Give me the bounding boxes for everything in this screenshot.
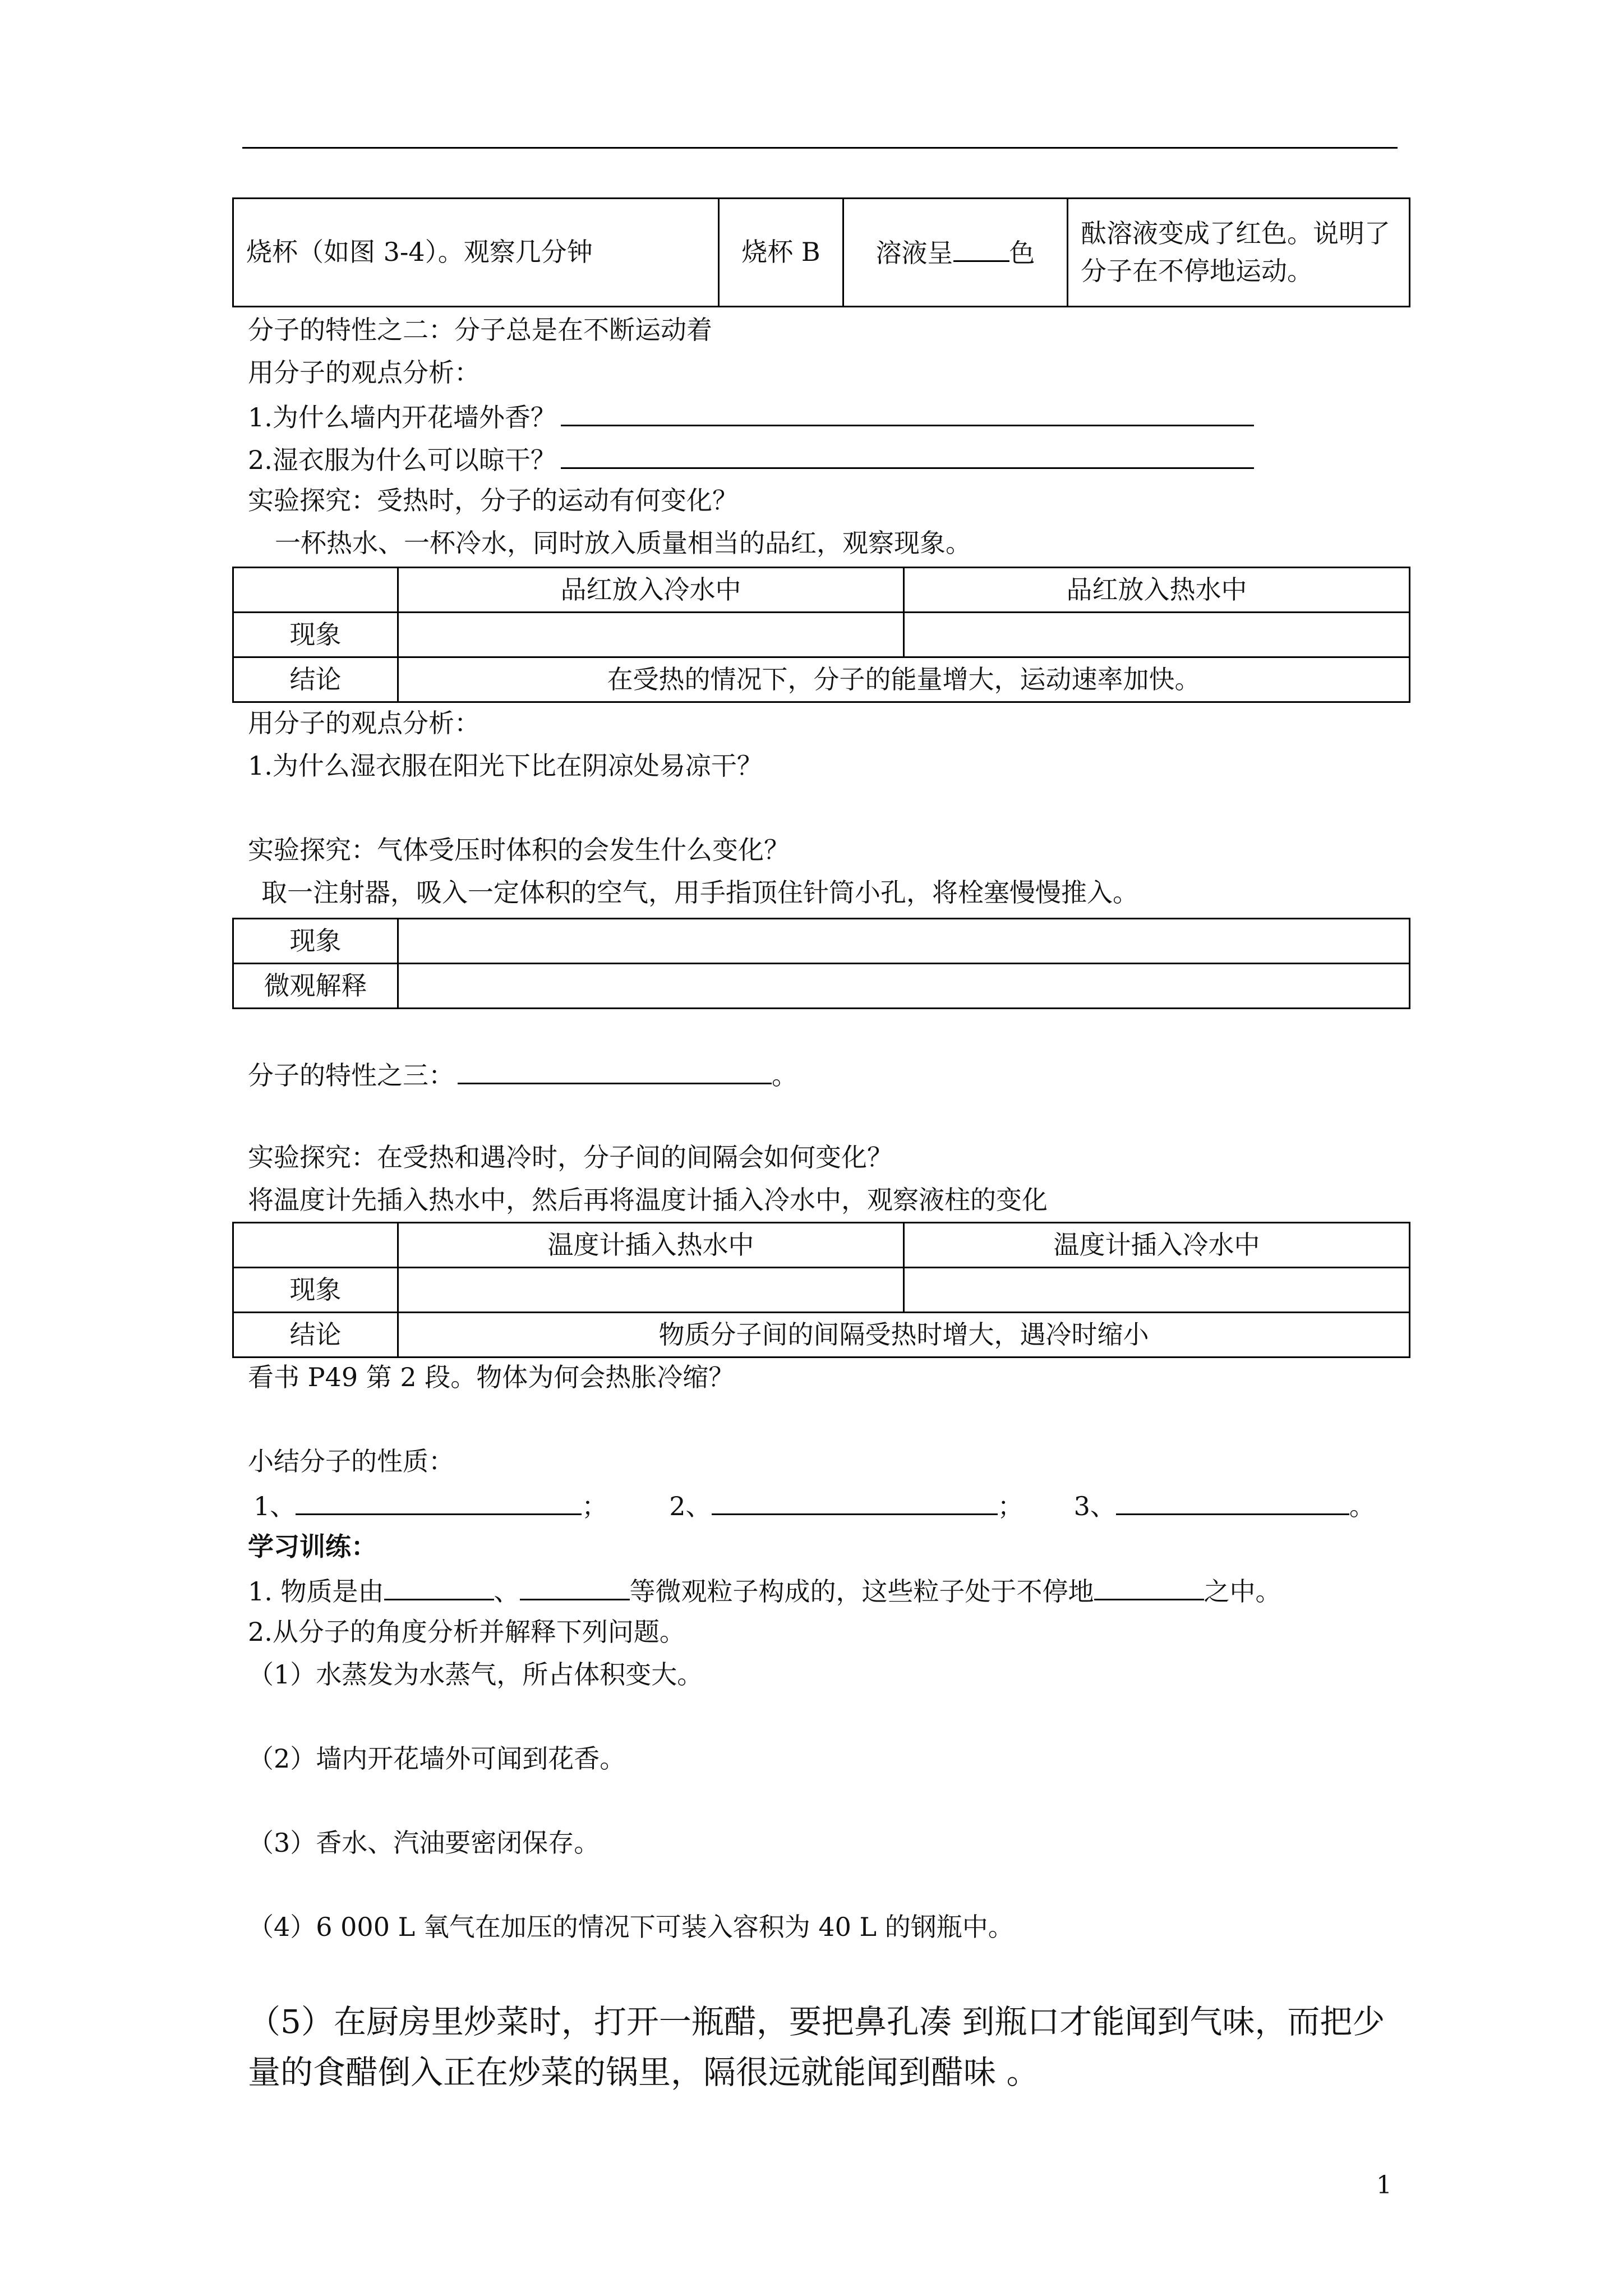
table-1-cell-empty[interactable] (398, 613, 904, 657)
table-3-row-phenomenon: 现象 (233, 1268, 398, 1313)
training-heading: 学习训练： (248, 1531, 377, 1562)
table-3-cell-empty[interactable] (904, 1268, 1410, 1313)
property2-heading: 分子的特性之二：分子总是在不断运动着 (248, 315, 712, 345)
analysis-heading-2: 用分子的观点分析： (248, 708, 480, 738)
top-table-cell-solution: 溶液呈 色 (843, 199, 1068, 307)
item-4: （4）6 000 L 氧气在加压的情况下可装入容积为 40 L 的钢瓶中。 (248, 1912, 1014, 1942)
table-1-row-conclusion: 结论 (233, 657, 398, 702)
analysis-heading-1: 用分子的观点分析： (248, 357, 480, 388)
top-table (232, 197, 1410, 307)
answer-blank[interactable] (561, 443, 1254, 469)
table-1-header-hot: 品红放入热水中 (904, 568, 1410, 613)
table-3-cell-empty[interactable] (398, 1268, 904, 1313)
question-1: 1.为什么墙内开花墙外香？ (248, 400, 1254, 433)
answer-blank[interactable] (1116, 1489, 1349, 1515)
top-table-cell-note: 酞溶液变成了红色。说明了分子在不停地运动。 (1068, 199, 1410, 307)
answer-blank[interactable] (712, 1489, 998, 1515)
book-question: 看书 P49 第 2 段。物体为何会热胀冷缩？ (248, 1362, 735, 1392)
table-1-cell-empty[interactable] (904, 613, 1410, 657)
answer-blank[interactable] (520, 1574, 630, 1600)
table-1-row-phenomenon: 现象 (233, 613, 398, 657)
training-q2: 2.从分子的角度分析并解释下列问题。 (248, 1617, 685, 1647)
item-1: （1）水蒸发为水蒸气，所占体积变大。 (248, 1659, 703, 1690)
summary-line: 1、 ； 2、 ； 3、 。 (253, 1489, 1375, 1522)
experiment-2-desc: 取一注射器，吸入一定体积的空气，用手指顶住针筒小孔，将栓塞慢慢推入。 (261, 877, 1138, 908)
table-3-header-cold: 温度计插入冷水中 (904, 1223, 1410, 1268)
table-1-header-cold: 品红放入冷水中 (398, 568, 904, 613)
item-3: （3）香水、汽油要密闭保存。 (248, 1828, 600, 1858)
page-number: 1 (1376, 2171, 1392, 2200)
answer-blank[interactable] (384, 1574, 494, 1600)
table-1-conclusion: 在受热的情况下，分子的能量增大，运动速率加快。 (398, 657, 1410, 702)
property3-line: 分子的特性之三： 。 (248, 1058, 797, 1091)
answer-blank[interactable] (1094, 1574, 1204, 1600)
table-3-row-conclusion: 结论 (233, 1313, 398, 1358)
question-2: 2.湿衣服为什么可以晾干？ (248, 443, 1254, 476)
question-3: 1.为什么湿衣服在阳光下比在阴凉处易凉干？ (248, 751, 763, 781)
table-2-row-phenomenon: 现象 (233, 919, 398, 964)
table-3 (232, 1222, 1410, 1358)
answer-blank[interactable] (561, 400, 1254, 426)
item-5-line-2: 量的食醋倒入正在炒菜的锅里，隔很远就能闻到醋味 。 (248, 2053, 1039, 2091)
header-rule (242, 147, 1398, 149)
top-table-cell-beaker: 烧杯 B (719, 199, 843, 307)
experiment-3-desc: 将温度计先插入热水中，然后再将温度计插入冷水中，观察液柱的变化 (248, 1185, 1048, 1215)
item-2: （2）墙内开花墙外可闻到花香。 (248, 1743, 626, 1774)
experiment-3-title: 实验探究：在受热和遇冷时，分子间的间隔会如何变化？ (248, 1142, 893, 1172)
table-1 (232, 567, 1410, 703)
table-2-cell-empty[interactable] (398, 919, 1410, 964)
table-2 (232, 918, 1410, 1009)
answer-blank[interactable] (296, 1489, 582, 1515)
experiment-1-title: 实验探究：受热时，分子的运动有何变化？ (248, 485, 738, 516)
experiment-2-title: 实验探究：气体受压时体积的会发生什么变化？ (248, 835, 790, 865)
experiment-1-desc: 一杯热水、一杯冷水，同时放入质量相当的品红，观察现象。 (275, 528, 971, 558)
item-5-line-1: （5）在厨房里炒菜时，打开一瓶醋，要把鼻孔凑 到瓶口才能闻到气味，而把少 (248, 2003, 1385, 2041)
table-3-header-hot: 温度计插入热水中 (398, 1223, 904, 1268)
training-q1: 1. 物质是由 、 等微观粒子构成的，这些粒子处于不停地 之中。 (248, 1574, 1281, 1607)
table-3-conclusion: 物质分子间的间隔受热时增大，遇冷时缩小 (398, 1313, 1410, 1358)
top-table-cell-left: 烧杯（如图 3-4）。观察几分钟 (233, 199, 719, 307)
summary-heading: 小结分子的性质： (248, 1446, 454, 1476)
table-2-row-micro: 微观解释 (233, 964, 398, 1009)
answer-blank[interactable] (458, 1058, 772, 1084)
table-2-cell-empty[interactable] (398, 964, 1410, 1009)
